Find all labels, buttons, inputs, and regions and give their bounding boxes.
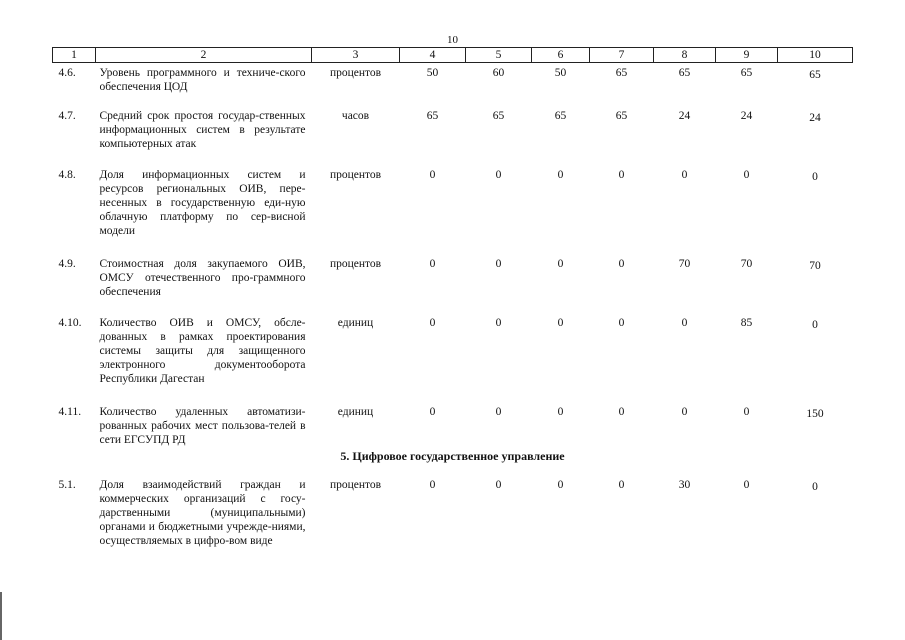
value-cell: 60 [492, 67, 505, 79]
value-cell: 24 [740, 109, 753, 122]
value-cell: 50 [554, 67, 567, 79]
value-cell: 65 [678, 67, 691, 79]
indicator-name: Доля информационных систем и ресурсов региональных ОИВ, пере-несенных в государственную еди-ную облачную платформу по сер-висной модели [99, 168, 306, 237]
unit-cell: единиц [337, 405, 374, 418]
column-number-header [53, 48, 853, 63]
column-header: 3 [312, 48, 400, 63]
value-cell: 0 [429, 405, 436, 418]
indicator-name: Уровень программного и техниче-ского обеспечения ЦОД [99, 67, 306, 93]
value-cell: 65 [809, 69, 821, 81]
table-row [53, 475, 853, 565]
value-cell: 0 [743, 478, 750, 491]
value-cell: 85 [740, 316, 753, 329]
value-cell: 65 [740, 67, 753, 79]
value-cell: 70 [678, 257, 691, 270]
scan-edge-mark [0, 592, 2, 640]
unit-cell: процентов [329, 478, 382, 491]
value-cell: 0 [681, 316, 688, 329]
value-cell: 0 [557, 478, 564, 491]
value-cell: 0 [618, 257, 625, 270]
value-cell: 0 [618, 478, 625, 491]
unit-cell: единиц [337, 316, 374, 329]
value-cell: 0 [618, 405, 625, 418]
indicator-name: Количество ОИВ и ОМСУ, обсле-дованных в рамках проектирования системы защиты для защищенного электронного документооборота Республики Дагестан [99, 316, 306, 385]
column-header: 2 [96, 48, 312, 63]
value-cell: 30 [678, 478, 691, 491]
unit-cell: процентов [329, 168, 382, 181]
value-cell: 0 [681, 405, 688, 418]
column-header: 9 [716, 48, 778, 63]
value-cell: 65 [492, 109, 505, 122]
value-cell: 0 [812, 318, 818, 331]
value-cell: 50 [426, 67, 439, 79]
indicators-table [52, 47, 853, 565]
value-cell: 0 [681, 168, 688, 181]
value-cell: 150 [806, 407, 824, 420]
table-row [53, 254, 853, 313]
value-cell: 0 [495, 168, 502, 181]
value-cell: 0 [557, 257, 564, 270]
value-cell: 0 [495, 478, 502, 491]
page-number: 10 [447, 34, 458, 46]
table-row [53, 165, 853, 254]
table-row [53, 313, 853, 402]
row-number: 4.11. [58, 405, 82, 418]
value-cell: 65 [615, 67, 628, 79]
column-header: 5 [466, 48, 532, 63]
column-header: 10 [778, 48, 853, 63]
section-heading-row [53, 447, 853, 475]
value-cell: 0 [429, 316, 436, 329]
value-cell: 24 [678, 109, 691, 122]
value-cell: 70 [740, 257, 753, 270]
unit-cell: процентов [329, 67, 382, 79]
row-number: 4.6. [58, 67, 76, 79]
value-cell: 0 [557, 405, 564, 418]
value-cell: 0 [495, 257, 502, 270]
table-row [53, 63, 853, 106]
row-number: 4.9. [58, 257, 76, 270]
column-header: 7 [590, 48, 654, 63]
value-cell: 0 [618, 316, 625, 329]
value-cell: 0 [429, 168, 436, 181]
value-cell: 0 [743, 168, 750, 181]
row-number: 5.1. [58, 478, 76, 491]
table-row [53, 106, 853, 165]
value-cell: 0 [743, 405, 750, 418]
column-header: 1 [53, 48, 96, 63]
value-cell: 65 [615, 109, 628, 122]
row-number: 4.7. [58, 109, 76, 122]
value-cell: 0 [429, 257, 436, 270]
column-header: 6 [532, 48, 590, 63]
row-number: 4.8. [58, 168, 76, 181]
indicator-name: Средний срок простоя государ-ственных информационных систем в результате компьютерных атак [99, 109, 306, 150]
value-cell: 0 [812, 170, 818, 183]
unit-cell: процентов [329, 257, 382, 270]
row-number: 4.10. [58, 316, 82, 329]
value-cell: 70 [809, 259, 821, 272]
indicator-name: Количество удаленных автоматизи-рованных рабочих мест пользова-телей в сети ЕГСУПД РД [99, 405, 306, 446]
unit-cell: часов [341, 109, 370, 122]
value-cell: 0 [557, 316, 564, 329]
value-cell: 65 [426, 109, 439, 122]
value-cell: 0 [618, 168, 625, 181]
value-cell: 0 [429, 478, 436, 491]
value-cell: 24 [809, 111, 821, 124]
column-header: 4 [400, 48, 466, 63]
value-cell: 0 [495, 316, 502, 329]
value-cell: 0 [557, 168, 564, 181]
indicator-name: Стоимостная доля закупаемого ОИВ, ОМСУ отечественного про-граммного обеспечения [99, 257, 306, 298]
table-row [53, 402, 853, 447]
indicator-name: Доля взаимодействий граждан и коммерческих организаций с госу-дарственными (муниципальными) органами и бюджетными учрежде-ниями, осуществляемых в цифро-вом виде [99, 478, 306, 547]
value-cell: 0 [812, 480, 818, 493]
value-cell: 65 [554, 109, 567, 122]
section-heading: 5. Цифровое государственное управление [340, 448, 565, 463]
value-cell: 0 [495, 405, 502, 418]
column-header: 8 [654, 48, 716, 63]
